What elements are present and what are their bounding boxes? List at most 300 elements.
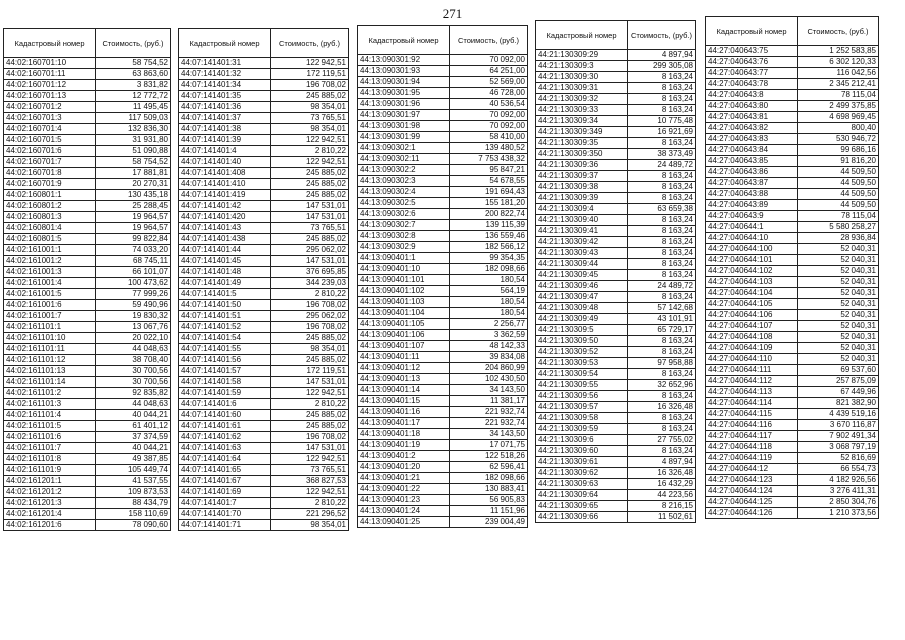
cost-cell: 46 728,00 xyxy=(450,88,528,99)
cost-cell: 295 062,02 xyxy=(271,311,349,322)
cadastral-number-cell: 44:07:141401:57 xyxy=(179,366,271,377)
cost-cell: 1 252 583,85 xyxy=(798,46,879,57)
cost-cell: 77 999,26 xyxy=(96,289,171,300)
cadastral-number-cell: 44:27:040644:124 xyxy=(706,486,798,497)
cadastral-number-cell: 44:21:130309:44 xyxy=(536,259,628,270)
cost-cell: 8 163,24 xyxy=(628,248,696,259)
cost-cell: 58 410,00 xyxy=(450,132,528,143)
cadastral-number-cell: 44:27:040643:83 xyxy=(706,134,798,145)
cost-cell: 52 569,00 xyxy=(450,77,528,88)
table-row xyxy=(179,267,349,278)
cost-cell: 155 181,20 xyxy=(450,198,528,209)
cadastral-number-cell: 44:27:040643:75 xyxy=(706,46,798,57)
cadastral-number-cell: 44:21:130309:54 xyxy=(536,369,628,380)
cost-cell: 8 163,24 xyxy=(628,413,696,424)
cost-cell: 78 090,60 xyxy=(96,520,171,531)
cost-cell: 20 270,31 xyxy=(96,179,171,190)
cadastral-number-cell: 44:07:141401:38 xyxy=(179,124,271,135)
table-row xyxy=(358,385,528,396)
cost-cell: 821 382,90 xyxy=(798,398,879,409)
cost-cell: 61 401,12 xyxy=(96,421,171,432)
cadastral-number-cell: 44:27:040644:112 xyxy=(706,376,798,387)
table-row xyxy=(536,171,696,182)
cost-cell: 52 040,31 xyxy=(798,244,879,255)
cost-cell: 800,40 xyxy=(798,123,879,134)
table-row xyxy=(536,446,696,457)
header-cost: Стоимость, (руб.) xyxy=(96,29,171,58)
cadastral-number-cell: 44:13:090301:99 xyxy=(358,132,450,143)
cadastral-number-cell: 44:13:090301:95 xyxy=(358,88,450,99)
table-row xyxy=(706,101,879,112)
cadastral-number-cell: 44:02:161201:4 xyxy=(4,509,96,520)
table-row xyxy=(358,418,528,429)
table-row xyxy=(536,116,696,127)
cost-cell: 105 449,74 xyxy=(96,465,171,476)
cadastral-number-cell: 44:13:090302:4 xyxy=(358,187,450,198)
cadastral-number-cell: 44:27:040643:81 xyxy=(706,112,798,123)
table-row xyxy=(536,270,696,281)
table-row xyxy=(179,91,349,102)
table-row xyxy=(706,134,879,145)
cadastral-number-cell: 44:21:130309:350 xyxy=(536,149,628,160)
cost-cell: 245 885,02 xyxy=(271,333,349,344)
table-row xyxy=(4,212,171,223)
cadastral-number-cell: 44:07:141401:36 xyxy=(179,102,271,113)
cadastral-number-cell: 44:13:090401:16 xyxy=(358,407,450,418)
cost-cell: 73 765,51 xyxy=(271,465,349,476)
cost-cell: 7 902 491,34 xyxy=(798,431,879,442)
table-row xyxy=(179,289,349,300)
table-row xyxy=(536,72,696,83)
table-row xyxy=(358,473,528,484)
cost-cell: 109 873,53 xyxy=(96,487,171,498)
cadastral-number-cell: 44:27:040644:106 xyxy=(706,310,798,321)
cadastral-number-cell: 44:02:161101:14 xyxy=(4,377,96,388)
table-row xyxy=(4,289,171,300)
table-row xyxy=(179,223,349,234)
cost-cell: 52 816,69 xyxy=(798,453,879,464)
cost-cell: 8 163,24 xyxy=(628,336,696,347)
cadastral-number-cell: 44:27:040644:102 xyxy=(706,266,798,277)
table-row xyxy=(358,231,528,242)
table-row xyxy=(706,145,879,156)
cadastral-number-cell: 44:13:090401:19 xyxy=(358,440,450,451)
cadastral-number-cell: 44:13:090401:20 xyxy=(358,462,450,473)
cost-cell: 295 062,02 xyxy=(271,245,349,256)
table-row xyxy=(706,310,879,321)
cost-table-1 xyxy=(3,28,171,531)
table-row xyxy=(706,464,879,475)
cadastral-number-cell: 44:13:090401:1 xyxy=(358,253,450,264)
cost-cell: 147 531,01 xyxy=(271,377,349,388)
table-row xyxy=(4,201,171,212)
table-row xyxy=(706,442,879,453)
cadastral-number-cell: 44:13:090401:13 xyxy=(358,374,450,385)
table-row xyxy=(4,366,171,377)
cadastral-number-cell: 44:07:141401:61 xyxy=(179,421,271,432)
table-row xyxy=(358,374,528,385)
cadastral-number-cell: 44:21:130309:58 xyxy=(536,413,628,424)
cost-cell: 98 354,01 xyxy=(271,124,349,135)
cost-cell: 3 276 411,31 xyxy=(798,486,879,497)
table-row xyxy=(706,409,879,420)
table-row xyxy=(358,143,528,154)
cost-cell: 39 834,08 xyxy=(450,352,528,363)
cost-cell: 182 098,66 xyxy=(450,473,528,484)
cadastral-number-cell: 44:13:090401:15 xyxy=(358,396,450,407)
table-row xyxy=(706,277,879,288)
cadastral-number-cell: 44:13:090401:14 xyxy=(358,385,450,396)
table-row xyxy=(706,508,879,519)
cadastral-number-cell: 44:02:160701:4 xyxy=(4,124,96,135)
table-row xyxy=(706,343,879,354)
table-row xyxy=(179,124,349,135)
header-cost: Стоимость, (руб.) xyxy=(271,29,349,58)
table-row xyxy=(536,193,696,204)
cost-cell: 122 518,26 xyxy=(450,451,528,462)
cost-cell: 221 932,74 xyxy=(450,407,528,418)
cadastral-number-cell: 44:27:040644:117 xyxy=(706,431,798,442)
cadastral-number-cell: 44:07:141401:59 xyxy=(179,388,271,399)
cost-cell: 52 040,31 xyxy=(798,332,879,343)
table-row xyxy=(4,311,171,322)
cadastral-number-cell: 44:21:130309:63 xyxy=(536,479,628,490)
cost-cell: 66 554,73 xyxy=(798,464,879,475)
cadastral-number-cell: 44:02:160701:3 xyxy=(4,113,96,124)
cadastral-number-cell: 44:07:141401:32 xyxy=(179,69,271,80)
cadastral-number-cell: 44:13:090302:8 xyxy=(358,231,450,242)
table-row xyxy=(4,454,171,465)
table-row xyxy=(4,498,171,509)
cadastral-number-cell: 44:13:090302:3 xyxy=(358,176,450,187)
cadastral-number-cell: 44:02:160801:2 xyxy=(4,201,96,212)
cost-cell: 16 432,29 xyxy=(628,479,696,490)
table-row xyxy=(179,157,349,168)
table-row xyxy=(706,288,879,299)
cost-cell: 52 040,31 xyxy=(798,310,879,321)
cadastral-number-cell: 44:27:040643:8 xyxy=(706,90,798,101)
table-row xyxy=(706,233,879,244)
cost-cell: 67 449,96 xyxy=(798,387,879,398)
cost-cell: 40 536,54 xyxy=(450,99,528,110)
table-row xyxy=(536,457,696,468)
cadastral-number-cell: 44:27:040643:89 xyxy=(706,200,798,211)
cost-cell: 245 885,02 xyxy=(271,179,349,190)
table-row xyxy=(358,341,528,352)
table-row xyxy=(4,168,171,179)
cost-cell: 7 753 438,32 xyxy=(450,154,528,165)
table-row xyxy=(358,451,528,462)
table-row xyxy=(358,308,528,319)
cadastral-number-cell: 44:13:090401:103 xyxy=(358,297,450,308)
cadastral-number-cell: 44:02:160701:7 xyxy=(4,157,96,168)
cost-cell: 30 700,56 xyxy=(96,377,171,388)
cadastral-number-cell: 44:21:130309:31 xyxy=(536,83,628,94)
cost-table-5 xyxy=(705,16,879,519)
cost-cell: 122 942,51 xyxy=(271,487,349,498)
cost-cell: 78 115,04 xyxy=(798,90,879,101)
cost-cell: 117 509,03 xyxy=(96,113,171,124)
table-row xyxy=(4,377,171,388)
cost-cell: 8 163,24 xyxy=(628,369,696,380)
cost-cell: 41 537,55 xyxy=(96,476,171,487)
cadastral-number-cell: 44:27:040643:84 xyxy=(706,145,798,156)
table-row xyxy=(358,352,528,363)
cost-cell: 97 958,88 xyxy=(628,358,696,369)
cost-cell: 116 042,56 xyxy=(798,68,879,79)
cadastral-number-cell: 44:21:130309:6 xyxy=(536,435,628,446)
table-row xyxy=(179,476,349,487)
cost-cell: 64 251,00 xyxy=(450,66,528,77)
table-row xyxy=(358,99,528,110)
table-row xyxy=(358,88,528,99)
cost-cell: 52 040,31 xyxy=(798,321,879,332)
cadastral-number-cell: 44:02:161101:3 xyxy=(4,399,96,410)
cost-cell: 564,19 xyxy=(450,286,528,297)
table-row xyxy=(536,160,696,171)
cost-cell: 59 490,96 xyxy=(96,300,171,311)
cadastral-number-cell: 44:02:161101:8 xyxy=(4,454,96,465)
cost-cell: 245 885,02 xyxy=(271,91,349,102)
cadastral-number-cell: 44:27:040643:87 xyxy=(706,178,798,189)
cadastral-number-cell: 44:21:130309:64 xyxy=(536,490,628,501)
cadastral-number-cell: 44:21:130309:41 xyxy=(536,226,628,237)
table-row xyxy=(179,179,349,190)
table-row xyxy=(4,179,171,190)
cost-cell: 204 860,99 xyxy=(450,363,528,374)
cost-cell: 74 033,20 xyxy=(96,245,171,256)
cadastral-number-cell: 44:13:090301:97 xyxy=(358,110,450,121)
cost-cell: 12 772,72 xyxy=(96,91,171,102)
cost-cell: 19 964,57 xyxy=(96,212,171,223)
header-cost: Стоимость, (руб.) xyxy=(628,21,696,50)
table-row xyxy=(179,234,349,245)
table-row xyxy=(4,69,171,80)
cadastral-number-cell: 44:27:040644:119 xyxy=(706,453,798,464)
table-row xyxy=(358,77,528,88)
cost-cell: 368 827,53 xyxy=(271,476,349,487)
cadastral-number-cell: 44:07:141401:45 xyxy=(179,256,271,267)
cost-cell: 8 163,24 xyxy=(628,182,696,193)
table-row xyxy=(536,281,696,292)
cost-cell: 245 885,02 xyxy=(271,421,349,432)
cost-cell: 92 835,82 xyxy=(96,388,171,399)
cost-cell: 245 885,02 xyxy=(271,190,349,201)
table-row xyxy=(179,245,349,256)
table-row xyxy=(536,435,696,446)
cadastral-number-cell: 44:27:040644:108 xyxy=(706,332,798,343)
cost-cell: 3 068 797,19 xyxy=(798,442,879,453)
table-row xyxy=(4,388,171,399)
cost-cell: 40 044,21 xyxy=(96,443,171,454)
cadastral-number-cell: 44:27:040644:110 xyxy=(706,354,798,365)
table-row xyxy=(536,237,696,248)
cost-cell: 11 151,96 xyxy=(450,506,528,517)
table-row xyxy=(536,61,696,72)
cost-cell: 8 163,24 xyxy=(628,193,696,204)
table-row xyxy=(4,102,171,113)
table-row xyxy=(536,468,696,479)
cadastral-number-cell: 44:02:161101:6 xyxy=(4,432,96,443)
cost-cell: 34 143,50 xyxy=(450,385,528,396)
cost-cell: 95 847,21 xyxy=(450,165,528,176)
table-row xyxy=(4,234,171,245)
cost-cell: 344 239,03 xyxy=(271,278,349,289)
cost-cell: 73 765,51 xyxy=(271,113,349,124)
table-row xyxy=(4,113,171,124)
cost-cell: 8 163,24 xyxy=(628,347,696,358)
table-row xyxy=(706,475,879,486)
cost-cell: 122 942,51 xyxy=(271,454,349,465)
table-row xyxy=(358,495,528,506)
table-row xyxy=(536,94,696,105)
cost-cell: 2 810,22 xyxy=(271,289,349,300)
cost-cell: 37 374,59 xyxy=(96,432,171,443)
table-row xyxy=(706,420,879,431)
cadastral-number-cell: 44:27:040644:10 xyxy=(706,233,798,244)
cadastral-number-cell: 44:07:141401:71 xyxy=(179,520,271,531)
table-row xyxy=(536,512,696,523)
table-row xyxy=(358,517,528,528)
cadastral-number-cell: 44:13:090301:98 xyxy=(358,121,450,132)
cost-cell: 8 163,24 xyxy=(628,424,696,435)
cost-cell: 147 531,01 xyxy=(271,443,349,454)
cadastral-number-cell: 44:27:040644:1 xyxy=(706,222,798,233)
cadastral-number-cell: 44:02:161101:7 xyxy=(4,443,96,454)
cost-cell: 28 936,84 xyxy=(798,233,879,244)
cost-cell: 44 509,50 xyxy=(798,200,879,211)
table-row xyxy=(4,333,171,344)
cadastral-number-cell: 44:07:141401:56 xyxy=(179,355,271,366)
cost-cell: 44 509,50 xyxy=(798,167,879,178)
cost-cell: 52 040,31 xyxy=(798,277,879,288)
cost-cell: 136 559,46 xyxy=(450,231,528,242)
cost-cell: 221 296,52 xyxy=(271,509,349,520)
cadastral-number-cell: 44:02:161201:2 xyxy=(4,487,96,498)
table-row xyxy=(179,212,349,223)
cadastral-number-cell: 44:21:130309:60 xyxy=(536,446,628,457)
cadastral-number-cell: 44:13:090401:17 xyxy=(358,418,450,429)
cost-cell: 4 897,94 xyxy=(628,50,696,61)
cadastral-number-cell: 44:07:141401:37 xyxy=(179,113,271,124)
cadastral-number-cell: 44:27:040643:76 xyxy=(706,57,798,68)
table-row xyxy=(358,407,528,418)
table-row xyxy=(536,413,696,424)
cost-cell: 52 040,31 xyxy=(798,266,879,277)
table-row xyxy=(706,255,879,266)
cost-cell: 27 755,02 xyxy=(628,435,696,446)
cadastral-number-cell: 44:27:040644:109 xyxy=(706,343,798,354)
table-row xyxy=(706,431,879,442)
cadastral-number-cell: 44:27:040644:111 xyxy=(706,365,798,376)
cadastral-number-cell: 44:07:141401:40 xyxy=(179,157,271,168)
cost-cell: 239 004,49 xyxy=(450,517,528,528)
cadastral-number-cell: 44:07:141401:43 xyxy=(179,223,271,234)
cost-cell: 58 754,52 xyxy=(96,58,171,69)
cadastral-number-cell: 44:27:040644:101 xyxy=(706,255,798,266)
cadastral-number-cell: 44:07:141401:31 xyxy=(179,58,271,69)
cost-cell: 11 495,45 xyxy=(96,102,171,113)
cadastral-number-cell: 44:07:141401:419 xyxy=(179,190,271,201)
cadastral-number-cell: 44:27:040643:9 xyxy=(706,211,798,222)
cadastral-number-cell: 44:27:040644:113 xyxy=(706,387,798,398)
cost-cell: 70 092,00 xyxy=(450,121,528,132)
table-row xyxy=(179,443,349,454)
cadastral-number-cell: 44:02:160701:9 xyxy=(4,179,96,190)
table-row xyxy=(536,226,696,237)
cost-cell: 8 163,24 xyxy=(628,138,696,149)
table-row xyxy=(358,242,528,253)
cadastral-number-cell: 44:27:040643:77 xyxy=(706,68,798,79)
cost-cell: 2 810,22 xyxy=(271,399,349,410)
table-row xyxy=(358,484,528,495)
cost-cell: 99 686,16 xyxy=(798,145,879,156)
table-row xyxy=(706,332,879,343)
table-row xyxy=(706,79,879,90)
table-row xyxy=(4,245,171,256)
cost-cell: 40 044,21 xyxy=(96,410,171,421)
cost-cell: 44 048,63 xyxy=(96,344,171,355)
cadastral-number-cell: 44:07:141401:4 xyxy=(179,146,271,157)
table-row xyxy=(358,110,528,121)
table-row xyxy=(358,275,528,286)
cost-cell: 44 509,50 xyxy=(798,178,879,189)
table-row xyxy=(536,369,696,380)
cadastral-number-cell: 44:02:161201:6 xyxy=(4,520,96,531)
cost-cell: 52 040,31 xyxy=(798,299,879,310)
cost-cell: 8 163,24 xyxy=(628,171,696,182)
table-row xyxy=(179,69,349,80)
cost-cell: 98 354,01 xyxy=(271,344,349,355)
table-row xyxy=(536,149,696,160)
cadastral-number-cell: 44:02:160801:5 xyxy=(4,234,96,245)
cost-cell: 25 288,45 xyxy=(96,201,171,212)
table-row xyxy=(179,432,349,443)
cadastral-number-cell: 44:02:161001:7 xyxy=(4,311,96,322)
cadastral-number-cell: 44:07:141401:52 xyxy=(179,322,271,333)
header-cost: Стоимость, (руб.) xyxy=(450,26,528,55)
cadastral-number-cell: 44:13:090401:11 xyxy=(358,352,450,363)
cost-cell: 3 831,82 xyxy=(96,80,171,91)
cadastral-number-cell: 44:07:141401:60 xyxy=(179,410,271,421)
cadastral-number-cell: 44:21:130309:33 xyxy=(536,105,628,116)
table-row xyxy=(706,453,879,464)
cost-cell: 54 678,55 xyxy=(450,176,528,187)
cost-cell: 70 092,00 xyxy=(450,55,528,66)
cost-cell: 158 110,69 xyxy=(96,509,171,520)
table-row xyxy=(536,83,696,94)
cost-cell: 5 580 258,27 xyxy=(798,222,879,233)
cost-cell: 65 729,17 xyxy=(628,325,696,336)
table-row xyxy=(536,138,696,149)
cadastral-number-cell: 44:27:040643:80 xyxy=(706,101,798,112)
cost-cell: 16 921,69 xyxy=(628,127,696,138)
table-row xyxy=(706,365,879,376)
cost-cell: 196 708,02 xyxy=(271,80,349,91)
table-row xyxy=(358,440,528,451)
cadastral-number-cell: 44:07:141401:35 xyxy=(179,91,271,102)
table-row xyxy=(179,113,349,124)
table-row xyxy=(179,168,349,179)
table-row xyxy=(179,399,349,410)
table-row xyxy=(358,429,528,440)
cadastral-number-cell: 44:27:040644:103 xyxy=(706,277,798,288)
cadastral-number-cell: 44:07:141401:54 xyxy=(179,333,271,344)
cadastral-number-cell: 44:07:141401:67 xyxy=(179,476,271,487)
table-row xyxy=(706,90,879,101)
table-row xyxy=(179,278,349,289)
table-row xyxy=(4,80,171,91)
